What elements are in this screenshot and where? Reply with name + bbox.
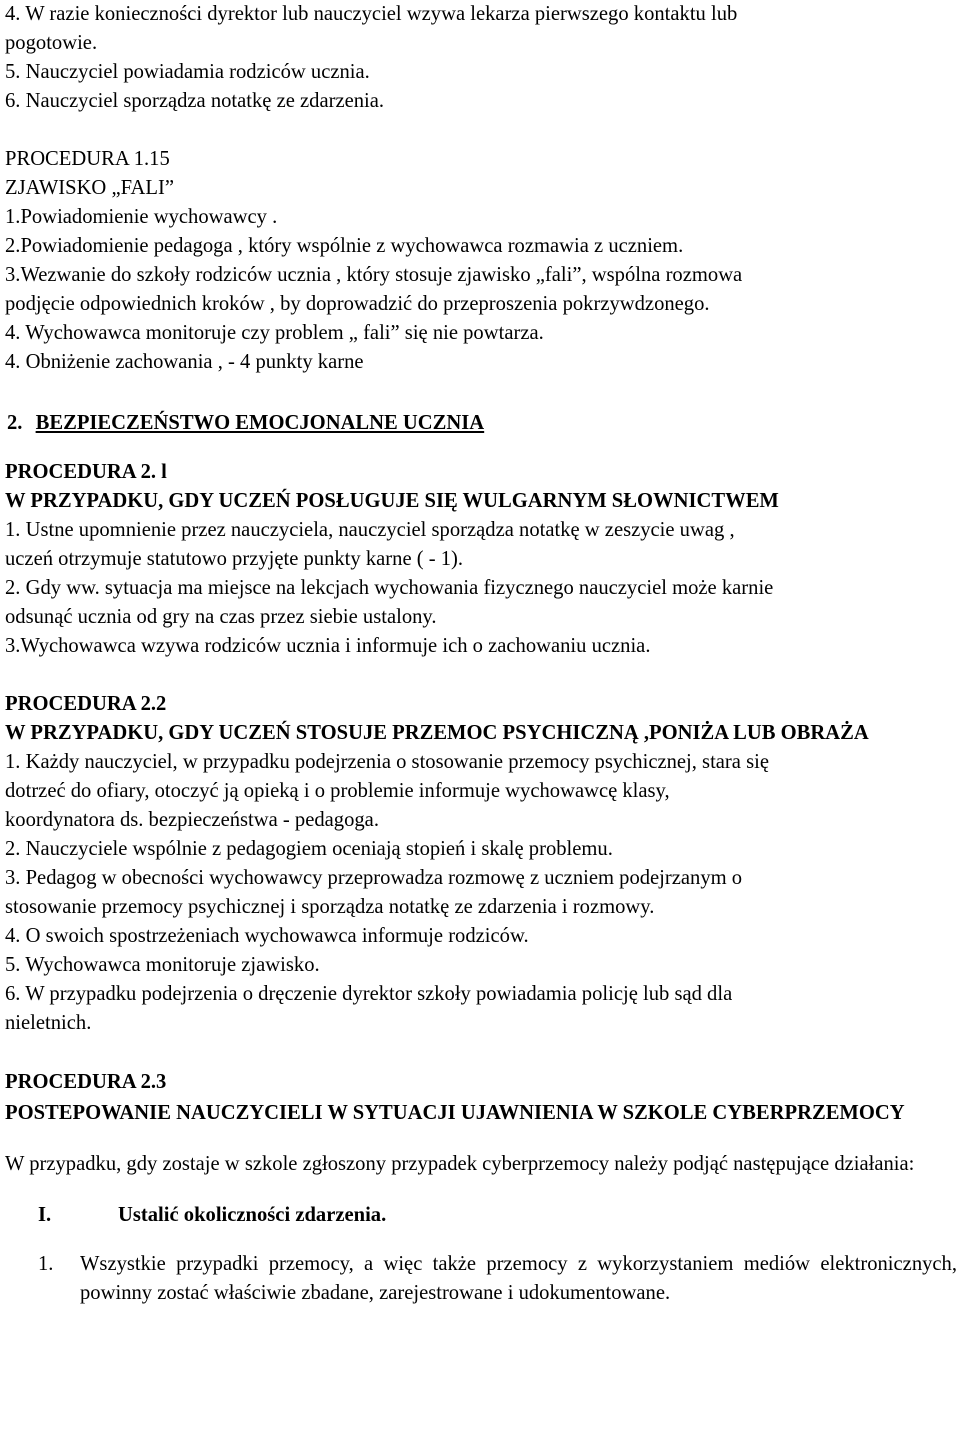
document-page bbox=[5, 0, 957, 1308]
roman-heading bbox=[5, 1201, 957, 1230]
text-line: 5. Wychowawca monitoruje zjawisko. bbox=[5, 954, 320, 976]
spacer bbox=[5, 377, 957, 409]
section-number: 2. bbox=[7, 412, 23, 434]
text-line: 4. Wychowawca monitoruje czy problem „ fali” się nie powtarza. bbox=[5, 322, 544, 344]
text-line: odsunąć ucznia od gry na czas przez siebie ustalony. bbox=[5, 606, 437, 628]
text-line: podjęcie odpowiednich kroków , by doprowadzić do przeproszenia pokrzywdzonego. bbox=[5, 293, 710, 315]
section-heading bbox=[5, 409, 957, 438]
procedure-title: POSTEPOWANIE NAUCZYCIELI W SYTUACJI UJAWNIENIA W SZKOLE CYBERPRZEMOCY bbox=[5, 1102, 905, 1124]
text-line: 4. O swoich spostrzeżeniach wychowawca informuje rodziców. bbox=[5, 925, 529, 947]
text-line: 5. Nauczyciel powiadamia rodziców ucznia. bbox=[5, 61, 370, 83]
procedure-heading: PROCEDURA 2.2 bbox=[5, 693, 167, 715]
text-line: 3.Wezwanie do szkoły rodziców ucznia , który stosuje zjawisko „fali”, wspólna rozmowa bbox=[5, 264, 743, 286]
list-text: Wszystkie przypadki przemocy, a więc także przemocy z wykorzystaniem mediów elektronicznych, powinny zostać właściwie zbadane, zarejestrowane i udokumentowane. bbox=[80, 1253, 957, 1304]
procedure-heading: PROCEDURA 2.3 bbox=[5, 1071, 167, 1093]
text-line: 6. Nauczyciel sporządza notatkę ze zdarzenia. bbox=[5, 90, 385, 112]
intro-paragraph: W przypadku, gdy zostaje w szkole zgłoszony przypadek cyberprzemocy należy podjąć następujące działania: bbox=[5, 1153, 915, 1175]
spacer bbox=[5, 1038, 957, 1068]
text-line: 4. W razie konieczności dyrektor lub nauczyciel wzywa lekarza pierwszego kontaktu lub bbox=[5, 3, 738, 25]
spacer bbox=[5, 1129, 957, 1147]
roman-title: Ustalić okoliczności zdarzenia. bbox=[118, 1204, 387, 1226]
list-number: 1. bbox=[38, 1253, 54, 1275]
text-line: koordynatora ds. bezpieczeństwa - pedagoga. bbox=[5, 809, 379, 831]
text-line: 2. Nauczyciele wspólnie z pedagogiem oceniają stopień i skalę problemu. bbox=[5, 838, 613, 860]
spacer bbox=[5, 116, 957, 145]
procedure-title: W PRZYPADKU, GDY UCZEŃ POSŁUGUJE SIĘ WULGARNYM SŁOWNICTWEM bbox=[5, 490, 779, 512]
text-line: uczeń otrzymuje statutowo przyjęte punkty karne ( - 1). bbox=[5, 548, 464, 570]
text-line: pogotowie. bbox=[5, 32, 98, 54]
list-item bbox=[5, 1250, 957, 1308]
procedure-heading: PROCEDURA 1.15 bbox=[5, 148, 170, 170]
text-line: 3.Wychowawca wzywa rodziców ucznia i informuje ich o zachowaniu ucznia. bbox=[5, 635, 651, 657]
spacer bbox=[5, 1230, 957, 1250]
text-line: 4. Obniżenie zachowania , - 4 punkty karne bbox=[5, 351, 364, 373]
procedure-title: W PRZYPADKU, GDY UCZEŃ STOSUJE PRZEMOC PSYCHICZNĄ ,PONIŻA LUB OBRAŻA bbox=[5, 722, 869, 744]
procedure-heading: PROCEDURA 2. l bbox=[5, 461, 167, 483]
text-line: 1.Powiadomienie wychowawcy . bbox=[5, 206, 278, 228]
spacer bbox=[5, 438, 957, 458]
text-line: 2. Gdy ww. sytuacja ma miejsce na lekcjach wychowania fizycznego nauczyciel może karnie bbox=[5, 577, 774, 599]
text-line: 1. Ustne upomnienie przez nauczyciela, nauczyciel sporządza notatkę w zeszycie uwag , bbox=[5, 519, 735, 541]
spacer bbox=[5, 661, 957, 690]
text-line: dotrzeć do ofiary, otoczyć ją opieką i o problemie informuje wychowawcę klasy, bbox=[5, 780, 670, 802]
text-line: 1. Każdy nauczyciel, w przypadku podejrzenia o stosowanie przemocy psychicznej, stara się bbox=[5, 751, 769, 773]
text-line: nieletnich. bbox=[5, 1012, 92, 1034]
text-line: 3. Pedagog w obecności wychowawcy przeprowadza rozmowę z uczniem podejrzanym o bbox=[5, 867, 743, 889]
text-line: 6. W przypadku podejrzenia o dręczenie dyrektor szkoły powiadamia policję lub sąd dla bbox=[5, 983, 733, 1005]
spacer bbox=[5, 1181, 957, 1201]
text-line: stosowanie przemocy psychicznej i sporządza notatkę ze zdarzenia i rozmowy. bbox=[5, 896, 655, 918]
procedure-title: ZJAWISKO „FALI” bbox=[5, 177, 174, 199]
text-line: 2.Powiadomienie pedagoga , który wspólnie z wychowawca rozmawia z uczniem. bbox=[5, 235, 684, 257]
roman-number: I. bbox=[38, 1204, 52, 1226]
section-title: BEZPIECZEŃSTWO EMOCJONALNE UCZNIA bbox=[35, 412, 485, 434]
